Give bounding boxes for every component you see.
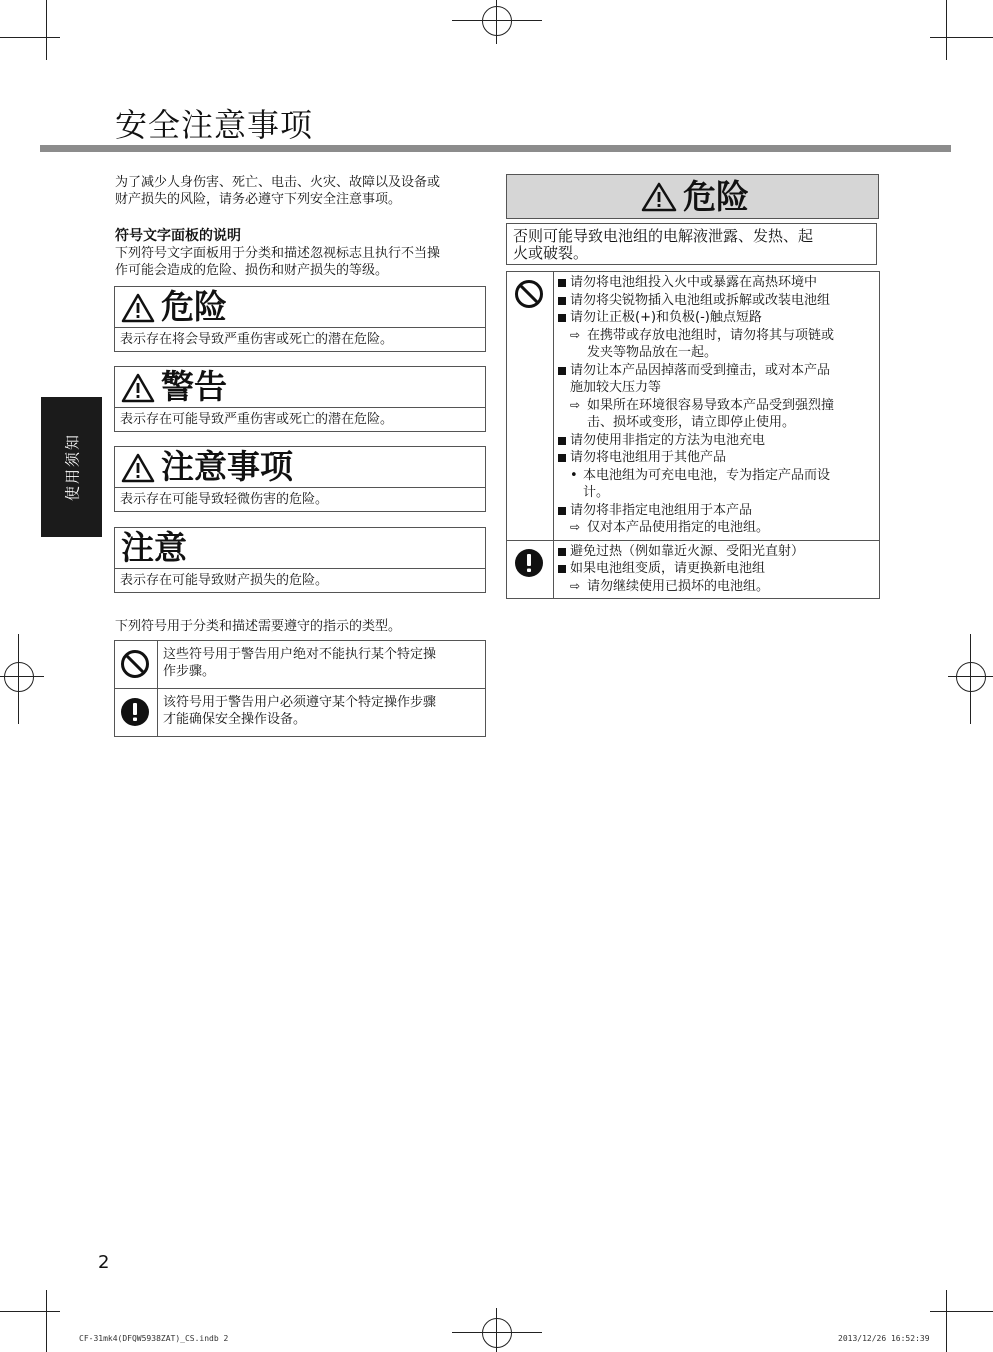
- signal-label: 警告: [161, 367, 227, 406]
- crop-mark: [946, 1290, 947, 1352]
- list-item: 避免过热（例如靠近火源、受阳光直射）: [557, 543, 875, 561]
- crop-mark: [930, 1311, 993, 1312]
- title-rule: [40, 145, 951, 152]
- signal-desc: 表示存在可能导致严重伤害或死亡的潜在危险。: [120, 412, 394, 427]
- side-tab: [41, 397, 102, 537]
- list-item: 发夹等物品放在一起。: [587, 345, 718, 360]
- danger-rules-table: [506, 271, 880, 599]
- mandatory-icon: [514, 548, 544, 578]
- crop-mark: [0, 37, 60, 38]
- page-number: 2: [98, 1252, 110, 1273]
- signal-desc: 表示存在可能导致财产损失的危险。: [120, 573, 329, 588]
- registration-line: [0, 676, 44, 677]
- icon-cell: [507, 272, 554, 540]
- signal-box-notice: [114, 527, 486, 593]
- icon-cell: [507, 541, 554, 599]
- signal-header: [115, 287, 485, 328]
- danger-description: [506, 223, 877, 265]
- registration-line: [452, 1332, 542, 1333]
- instruction-line: 才能确保安全操作设备。: [163, 712, 307, 727]
- signal-desc: 表示存在可能导致轻微伤害的危险。: [120, 492, 329, 507]
- page-title: 安全注意事项: [115, 106, 314, 144]
- table-row: [507, 272, 879, 541]
- list-item: 请勿让正极(+)和负极(-)触点短路: [557, 309, 875, 327]
- instruction-line: 作步骤。: [163, 664, 216, 679]
- signal-header: [115, 528, 485, 569]
- list-item: 击、损坏或变形，请立即停止使用。: [587, 415, 796, 430]
- list-item: 请勿将电池组用于其他产品: [557, 449, 875, 467]
- signal-header: [115, 447, 485, 488]
- mandatory-list: [554, 541, 879, 599]
- symbols-text-line: 作可能会造成的危险、损伤和财产损失的等级。: [115, 263, 389, 278]
- crop-mark: [46, 0, 47, 60]
- table-row: [115, 689, 485, 736]
- footer-timestamp: 2013/12/26 16:52:39: [838, 1334, 930, 1343]
- table-row: [507, 541, 879, 599]
- icon-cell: [115, 641, 158, 688]
- list-item: ⇨ 仅对本产品使用指定的电池组。: [557, 519, 875, 537]
- registration-line: [496, 1308, 497, 1352]
- list-item: 请勿让本产品因掉落而受到撞击，或对本产品: [557, 362, 875, 380]
- registration-line: [496, 0, 497, 44]
- prohibit-list: [554, 272, 879, 540]
- list-item: 如果电池组变质，请更换新电池组: [557, 560, 875, 578]
- footer-file-info: CF-31mk4(DFQW5938ZAT)_CS.indb 2: [79, 1334, 229, 1343]
- instruction-line: 这些符号用于警告用户绝对不能执行某个特定操: [163, 647, 437, 662]
- danger-desc-line: 火或破裂。: [513, 244, 589, 262]
- signal-label: 危险: [161, 287, 227, 326]
- list-item: ⇨ 在携带或存放电池组时，请勿将其与项链或: [557, 327, 875, 345]
- crop-mark: [930, 37, 993, 38]
- crop-mark: [0, 1311, 60, 1312]
- warning-triangle-icon: [121, 453, 155, 483]
- mandatory-icon: [120, 697, 150, 727]
- instruction-text: [158, 641, 485, 688]
- signal-header: [115, 367, 485, 408]
- signal-desc: 表示存在将会导致严重伤害或死亡的潜在危险。: [120, 332, 394, 347]
- registration-mark-left: [4, 662, 34, 692]
- prohibition-icon: [514, 279, 544, 309]
- registration-mark-top: [482, 6, 512, 36]
- list-item: • 本电池组为可充电电池，专为指定产品而设: [557, 467, 875, 485]
- instruction-table: [114, 640, 486, 737]
- warning-triangle-icon: [121, 293, 155, 323]
- danger-label: 危险: [683, 177, 749, 216]
- warning-triangle-icon: [641, 182, 677, 212]
- list-item: ⇨ 请勿继续使用已损坏的电池组。: [557, 578, 875, 596]
- signal-box-danger: [114, 286, 486, 352]
- danger-header: [506, 174, 879, 219]
- registration-line: [970, 634, 971, 724]
- signal-label: 注意事项: [161, 447, 293, 486]
- signal-box-caution: [114, 446, 486, 512]
- instruction-text: [158, 689, 485, 736]
- list-item: 请勿使用非指定的方法为电池充电: [557, 432, 875, 450]
- instruction-line: 该符号用于警告用户必须遵守某个特定操作步骤: [163, 695, 437, 710]
- signal-label: 注意: [121, 528, 187, 567]
- table-row: [115, 641, 485, 689]
- icon-cell: [115, 689, 158, 736]
- registration-mark-right: [956, 662, 986, 692]
- list-item: ⇨ 如果所在环境很容易导致本产品受到强烈撞: [557, 397, 875, 415]
- symbols-section: [115, 228, 440, 279]
- warning-triangle-icon: [121, 373, 155, 403]
- symbols-heading: 符号文字面板的说明: [115, 228, 241, 244]
- intro-line: 为了减少人身伤害、死亡、电击、火灾、故障以及设备或: [115, 175, 441, 190]
- list-item: 请勿将电池组投入火中或暴露在高热环境中: [557, 274, 875, 292]
- list-item: 请勿将非指定电池组用于本产品: [557, 502, 875, 520]
- list-item: 施加较大压力等: [570, 380, 662, 395]
- side-tab-label: 使用须知: [63, 432, 81, 502]
- crop-mark: [946, 0, 947, 60]
- symbols-text-line: 下列符号文字面板用于分类和描述忽视标志且执行不当操: [115, 246, 441, 261]
- prohibition-icon: [120, 649, 150, 679]
- registration-line: [452, 20, 542, 21]
- crop-mark: [46, 1290, 47, 1352]
- danger-desc-line: 否则可能导致电池组的电解液泄露、发热、起: [513, 227, 814, 245]
- registration-line: [18, 634, 19, 724]
- intro-paragraph: [115, 174, 440, 208]
- registration-mark-bottom: [482, 1318, 512, 1348]
- list-item: 计。: [583, 485, 610, 500]
- instruction-intro: 下列符号用于分类和描述需要遵守的指示的类型。: [115, 619, 402, 634]
- signal-box-warning: [114, 366, 486, 432]
- list-item: 请勿将尖锐物插入电池组或拆解或改装电池组: [557, 292, 875, 310]
- intro-line: 财产损失的风险，请务必遵守下列安全注意事项。: [115, 192, 402, 207]
